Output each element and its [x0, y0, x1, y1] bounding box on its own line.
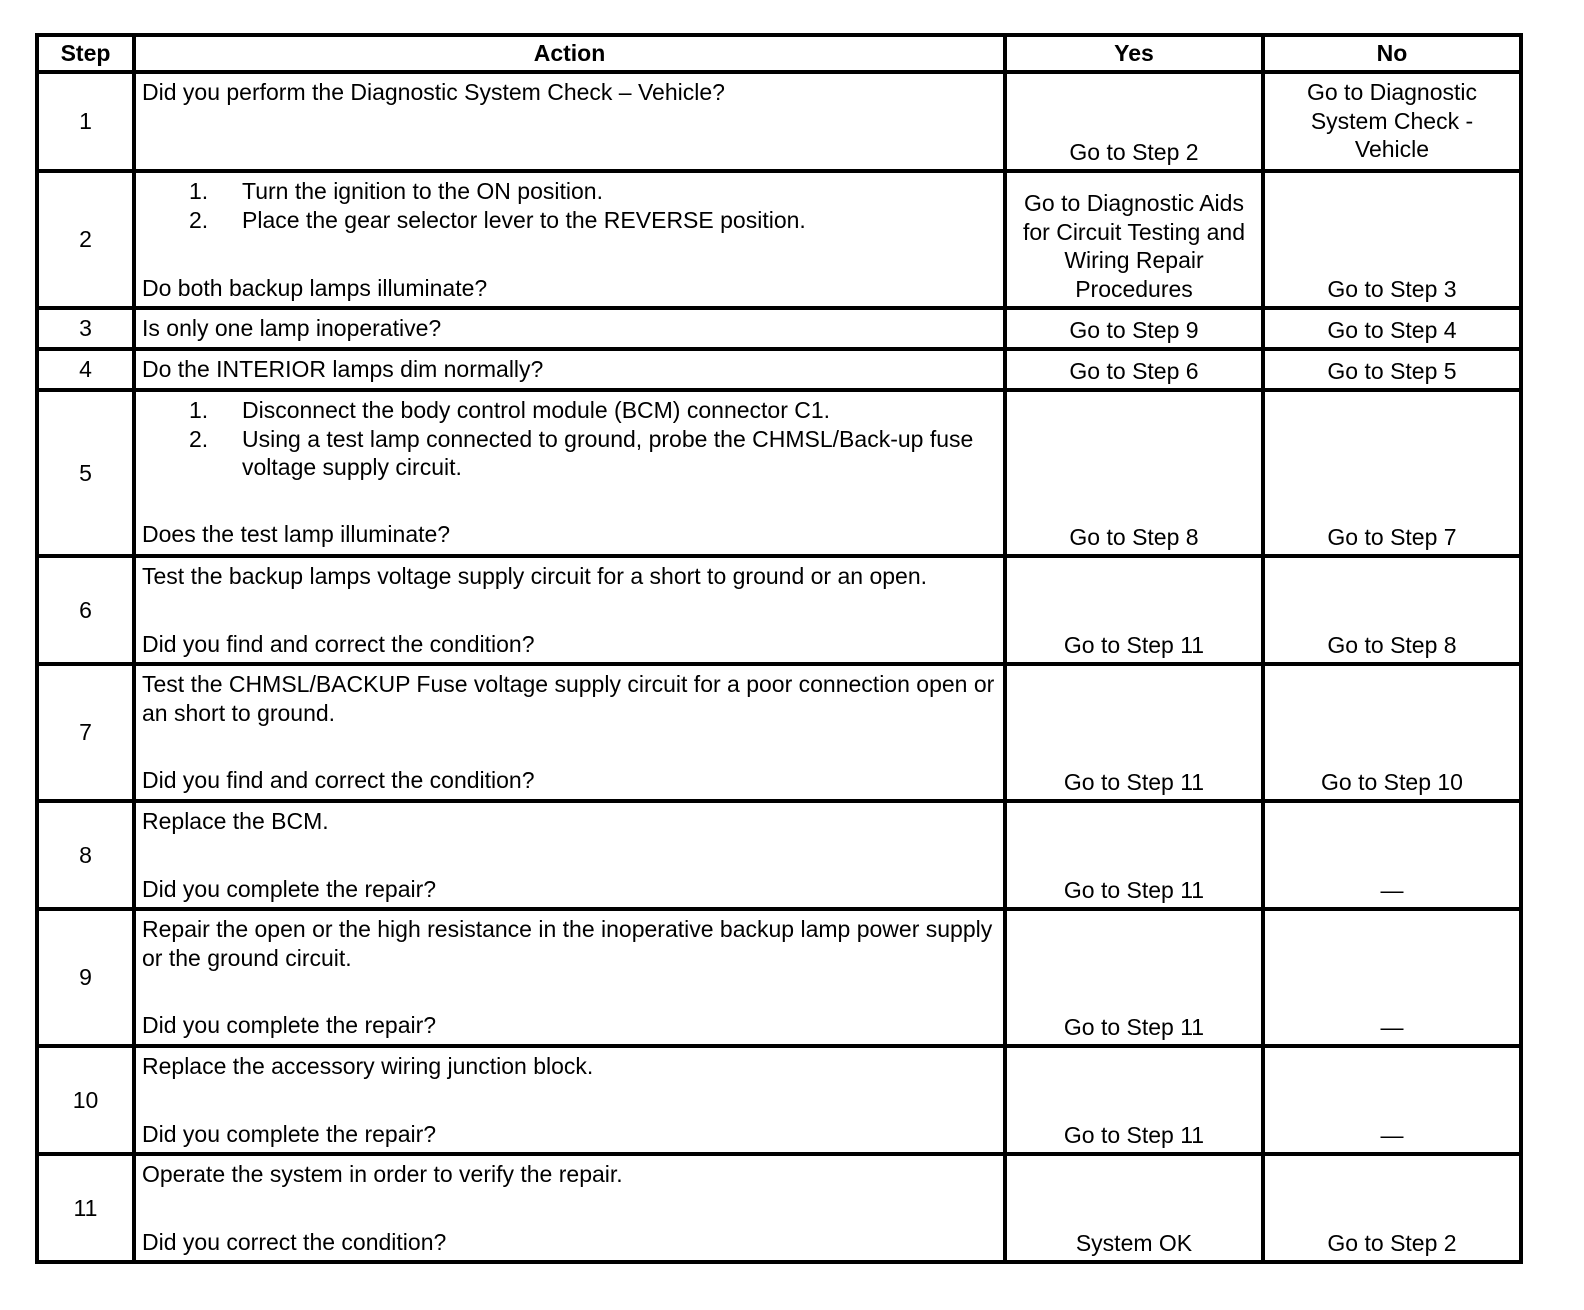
yes-cell: Go to Diagnostic Aids for Circuit Testing and Wiring Repair Procedures	[1005, 171, 1263, 308]
table-row	[37, 909, 1521, 1046]
no-cell: —	[1263, 909, 1521, 1046]
question-text: Did you perform the Diagnostic System Check – Vehicle?	[142, 79, 725, 105]
table-row	[37, 556, 1521, 664]
item-number: 2.	[189, 206, 209, 233]
yes-cell: Go to Step 8	[1005, 390, 1263, 556]
question-text: Did you correct the condition?	[142, 1228, 447, 1255]
instruction-text: Replace the accessory wiring junction block.	[142, 1053, 594, 1079]
step-number: 9	[37, 909, 134, 1046]
action-cell	[134, 1046, 1005, 1154]
no-cell: Go to Step 4	[1263, 308, 1521, 349]
header-no: No	[1263, 35, 1521, 72]
item-number: 1.	[189, 178, 209, 204]
table-row	[37, 1154, 1521, 1262]
item-text: Turn the ignition to the ON position.	[242, 178, 603, 204]
diagnostic-table	[35, 33, 1523, 1264]
table-row	[37, 308, 1521, 349]
question-text: Did you find and correct the condition?	[142, 766, 535, 793]
action-cell	[134, 72, 1005, 171]
yes-cell: System OK	[1005, 1154, 1263, 1262]
step-number: 8	[37, 801, 134, 909]
item-number: 1.	[189, 397, 209, 423]
step-number: 10	[37, 1046, 134, 1154]
step-number: 4	[37, 349, 134, 390]
item-text: Disconnect the body control module (BCM) connector C1.	[242, 397, 831, 423]
action-cell	[134, 349, 1005, 390]
question-text: Did you complete the repair?	[142, 1120, 437, 1147]
question-text: Do both backup lamps illuminate?	[142, 274, 488, 301]
no-cell: Go to Step 2	[1263, 1154, 1521, 1262]
no-cell: Go to Step 3	[1263, 171, 1521, 308]
step-number: 5	[37, 390, 134, 556]
instruction-list	[142, 177, 997, 234]
header-step: Step	[37, 35, 134, 72]
table-row	[37, 1046, 1521, 1154]
yes-cell: Go to Step 2	[1005, 72, 1263, 171]
table-row	[37, 664, 1521, 801]
question-text: Did you find and correct the condition?	[142, 630, 535, 657]
list-item	[189, 396, 997, 425]
action-cell	[134, 1154, 1005, 1262]
table-row	[37, 72, 1521, 171]
action-cell	[134, 909, 1005, 1046]
action-cell	[134, 308, 1005, 349]
action-cell	[134, 556, 1005, 664]
yes-cell: Go to Step 9	[1005, 308, 1263, 349]
step-number: 3	[37, 308, 134, 349]
table-row	[37, 801, 1521, 909]
no-cell: Go to Step 5	[1263, 349, 1521, 390]
table-row	[37, 390, 1521, 556]
action-cell	[134, 664, 1005, 801]
no-cell: Go to Step 8	[1263, 556, 1521, 664]
instruction-text: Repair the open or the high resistance in the inoperative backup lamp power supply or the ground circuit.	[142, 916, 993, 971]
yes-cell: Go to Step 11	[1005, 909, 1263, 1046]
no-cell: Go to Step 10	[1263, 664, 1521, 801]
list-item	[189, 425, 997, 482]
table-row	[37, 349, 1521, 390]
list-item	[189, 206, 997, 235]
action-cell	[134, 390, 1005, 556]
no-cell	[1263, 72, 1521, 171]
instruction-list	[142, 396, 997, 482]
step-number: 1	[37, 72, 134, 171]
no-cell: —	[1263, 801, 1521, 909]
no-cell: —	[1263, 1046, 1521, 1154]
question-text: Did you complete the repair?	[142, 875, 437, 902]
question-text: Do the INTERIOR lamps dim normally?	[142, 356, 544, 382]
instruction-text: Test the CHMSL/BACKUP Fuse voltage supply circuit for a poor connection open or an short to ground.	[142, 671, 995, 726]
no-cell: Go to Step 7	[1263, 390, 1521, 556]
instruction-text: Operate the system in order to verify the repair.	[142, 1161, 623, 1187]
yes-cell: Go to Step 11	[1005, 801, 1263, 909]
action-cell	[134, 801, 1005, 909]
question-text: Is only one lamp inoperative?	[142, 315, 442, 341]
yes-cell: Go to Step 6	[1005, 349, 1263, 390]
no-text: Go to Diagnostic System Check - Vehicle	[1306, 79, 1478, 162]
header-row	[37, 35, 1521, 72]
table-row	[37, 171, 1521, 308]
step-number: 11	[37, 1154, 134, 1262]
step-number: 2	[37, 171, 134, 308]
question-text: Does the test lamp illuminate?	[142, 520, 451, 547]
list-item	[189, 177, 997, 206]
item-text: Using a test lamp connected to ground, probe the CHMSL/Back-up fuse voltage supply circuit.	[242, 425, 974, 480]
step-number: 7	[37, 664, 134, 801]
question-text: Did you complete the repair?	[142, 1011, 437, 1038]
yes-cell: Go to Step 11	[1005, 664, 1263, 801]
header-action: Action	[134, 35, 1005, 72]
item-number: 2.	[189, 425, 209, 452]
step-number: 6	[37, 556, 134, 664]
instruction-text: Test the backup lamps voltage supply circuit for a short to ground or an open.	[142, 563, 927, 589]
instruction-text: Replace the BCM.	[142, 808, 329, 834]
action-cell	[134, 171, 1005, 308]
yes-cell: Go to Step 11	[1005, 1046, 1263, 1154]
header-yes: Yes	[1005, 35, 1263, 72]
item-text: Place the gear selector lever to the REVERSE position.	[242, 206, 806, 233]
yes-cell: Go to Step 11	[1005, 556, 1263, 664]
